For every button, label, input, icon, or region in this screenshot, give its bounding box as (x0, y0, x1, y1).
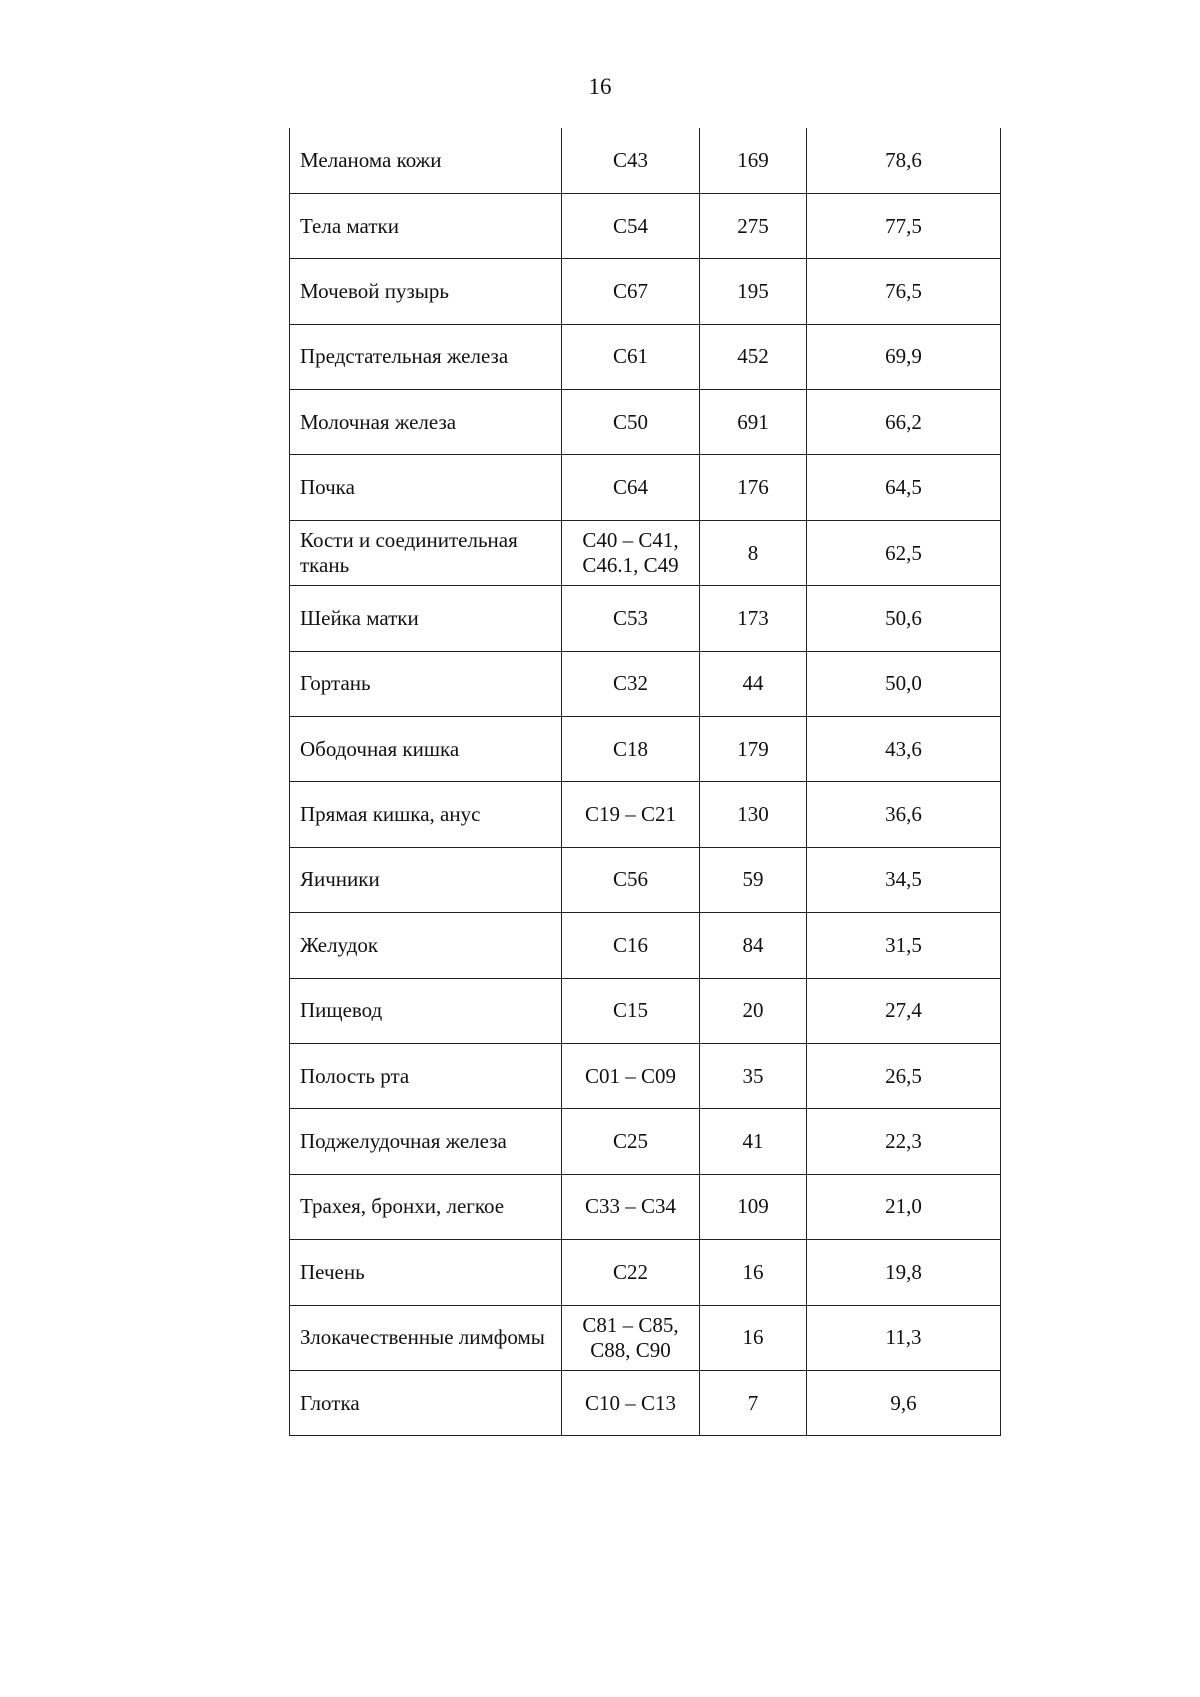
value-cell: 77,5 (807, 193, 1001, 258)
value-cell: 66,2 (807, 390, 1001, 455)
count-cell: 169 (700, 128, 807, 193)
code-cell: C25 (562, 1109, 700, 1174)
table-row (290, 847, 1001, 912)
code-cell: C56 (562, 847, 700, 912)
value-cell: 78,6 (807, 128, 1001, 193)
value-cell: 31,5 (807, 913, 1001, 978)
table-row (290, 651, 1001, 716)
count-cell: 84 (700, 913, 807, 978)
site-cell: Полость рта (290, 1043, 562, 1108)
value-cell: 50,6 (807, 586, 1001, 651)
count-cell: 275 (700, 193, 807, 258)
table-row (290, 717, 1001, 782)
code-cell: C18 (562, 717, 700, 782)
value-cell: 22,3 (807, 1109, 1001, 1174)
table-row (290, 1174, 1001, 1239)
count-cell: 44 (700, 651, 807, 716)
site-cell: Желудок (290, 913, 562, 978)
table-row (290, 1370, 1001, 1435)
count-cell: 195 (700, 259, 807, 324)
code-cell: C32 (562, 651, 700, 716)
count-cell: 691 (700, 390, 807, 455)
table-row (290, 128, 1001, 193)
count-cell: 16 (700, 1305, 807, 1370)
site-cell: Злокачественные лимфомы (290, 1305, 562, 1370)
code-cell: C53 (562, 586, 700, 651)
table-row (290, 1305, 1001, 1370)
code-cell: C43 (562, 128, 700, 193)
count-cell: 16 (700, 1240, 807, 1305)
data-table (289, 128, 1001, 1436)
code-cell: C64 (562, 455, 700, 520)
table-row (290, 586, 1001, 651)
count-cell: 35 (700, 1043, 807, 1108)
value-cell: 43,6 (807, 717, 1001, 782)
code-cell: C40 – C41, C46.1, C49 (562, 520, 700, 585)
site-cell: Меланома кожи (290, 128, 562, 193)
site-cell: Печень (290, 1240, 562, 1305)
count-cell: 176 (700, 455, 807, 520)
table-row (290, 193, 1001, 258)
site-cell: Ободочная кишка (290, 717, 562, 782)
table-row (290, 390, 1001, 455)
code-cell: C10 – C13 (562, 1370, 700, 1435)
table-row (290, 455, 1001, 520)
site-cell: Пищевод (290, 978, 562, 1043)
table-row (290, 324, 1001, 389)
code-cell: C61 (562, 324, 700, 389)
code-cell: C54 (562, 193, 700, 258)
value-cell: 64,5 (807, 455, 1001, 520)
page-number: 16 (588, 74, 612, 99)
count-cell: 20 (700, 978, 807, 1043)
code-cell: C33 – C34 (562, 1174, 700, 1239)
count-cell: 452 (700, 324, 807, 389)
site-cell: Молочная железа (290, 390, 562, 455)
value-cell: 19,8 (807, 1240, 1001, 1305)
code-cell: C67 (562, 259, 700, 324)
table-row (290, 520, 1001, 585)
count-cell: 109 (700, 1174, 807, 1239)
count-cell: 173 (700, 586, 807, 651)
code-cell: C50 (562, 390, 700, 455)
count-cell: 59 (700, 847, 807, 912)
site-cell: Тела матки (290, 193, 562, 258)
table-row (290, 259, 1001, 324)
table-row (290, 1109, 1001, 1174)
site-cell: Прямая кишка, анус (290, 782, 562, 847)
value-cell: 11,3 (807, 1305, 1001, 1370)
code-cell: C19 – C21 (562, 782, 700, 847)
value-cell: 50,0 (807, 651, 1001, 716)
count-cell: 130 (700, 782, 807, 847)
table-row (290, 913, 1001, 978)
code-cell: C22 (562, 1240, 700, 1305)
site-cell: Трахея, бронхи, легкое (290, 1174, 562, 1239)
site-cell: Глотка (290, 1370, 562, 1435)
table-row (290, 1240, 1001, 1305)
site-cell: Яичники (290, 847, 562, 912)
value-cell: 62,5 (807, 520, 1001, 585)
site-cell: Предстательная железа (290, 324, 562, 389)
code-cell: C81 – C85, C88, C90 (562, 1305, 700, 1370)
value-cell: 27,4 (807, 978, 1001, 1043)
table-row (290, 978, 1001, 1043)
site-cell: Кости и соединительная ткань (290, 520, 562, 585)
table-row (290, 782, 1001, 847)
code-cell: C01 – C09 (562, 1043, 700, 1108)
code-cell: C16 (562, 913, 700, 978)
value-cell: 36,6 (807, 782, 1001, 847)
site-cell: Почка (290, 455, 562, 520)
value-cell: 9,6 (807, 1370, 1001, 1435)
value-cell: 34,5 (807, 847, 1001, 912)
count-cell: 41 (700, 1109, 807, 1174)
value-cell: 26,5 (807, 1043, 1001, 1108)
count-cell: 179 (700, 717, 807, 782)
count-cell: 8 (700, 520, 807, 585)
site-cell: Шейка матки (290, 586, 562, 651)
table-row (290, 1043, 1001, 1108)
site-cell: Мочевой пузырь (290, 259, 562, 324)
code-cell: C15 (562, 978, 700, 1043)
site-cell: Поджелудочная железа (290, 1109, 562, 1174)
value-cell: 69,9 (807, 324, 1001, 389)
value-cell: 76,5 (807, 259, 1001, 324)
value-cell: 21,0 (807, 1174, 1001, 1239)
count-cell: 7 (700, 1370, 807, 1435)
site-cell: Гортань (290, 651, 562, 716)
